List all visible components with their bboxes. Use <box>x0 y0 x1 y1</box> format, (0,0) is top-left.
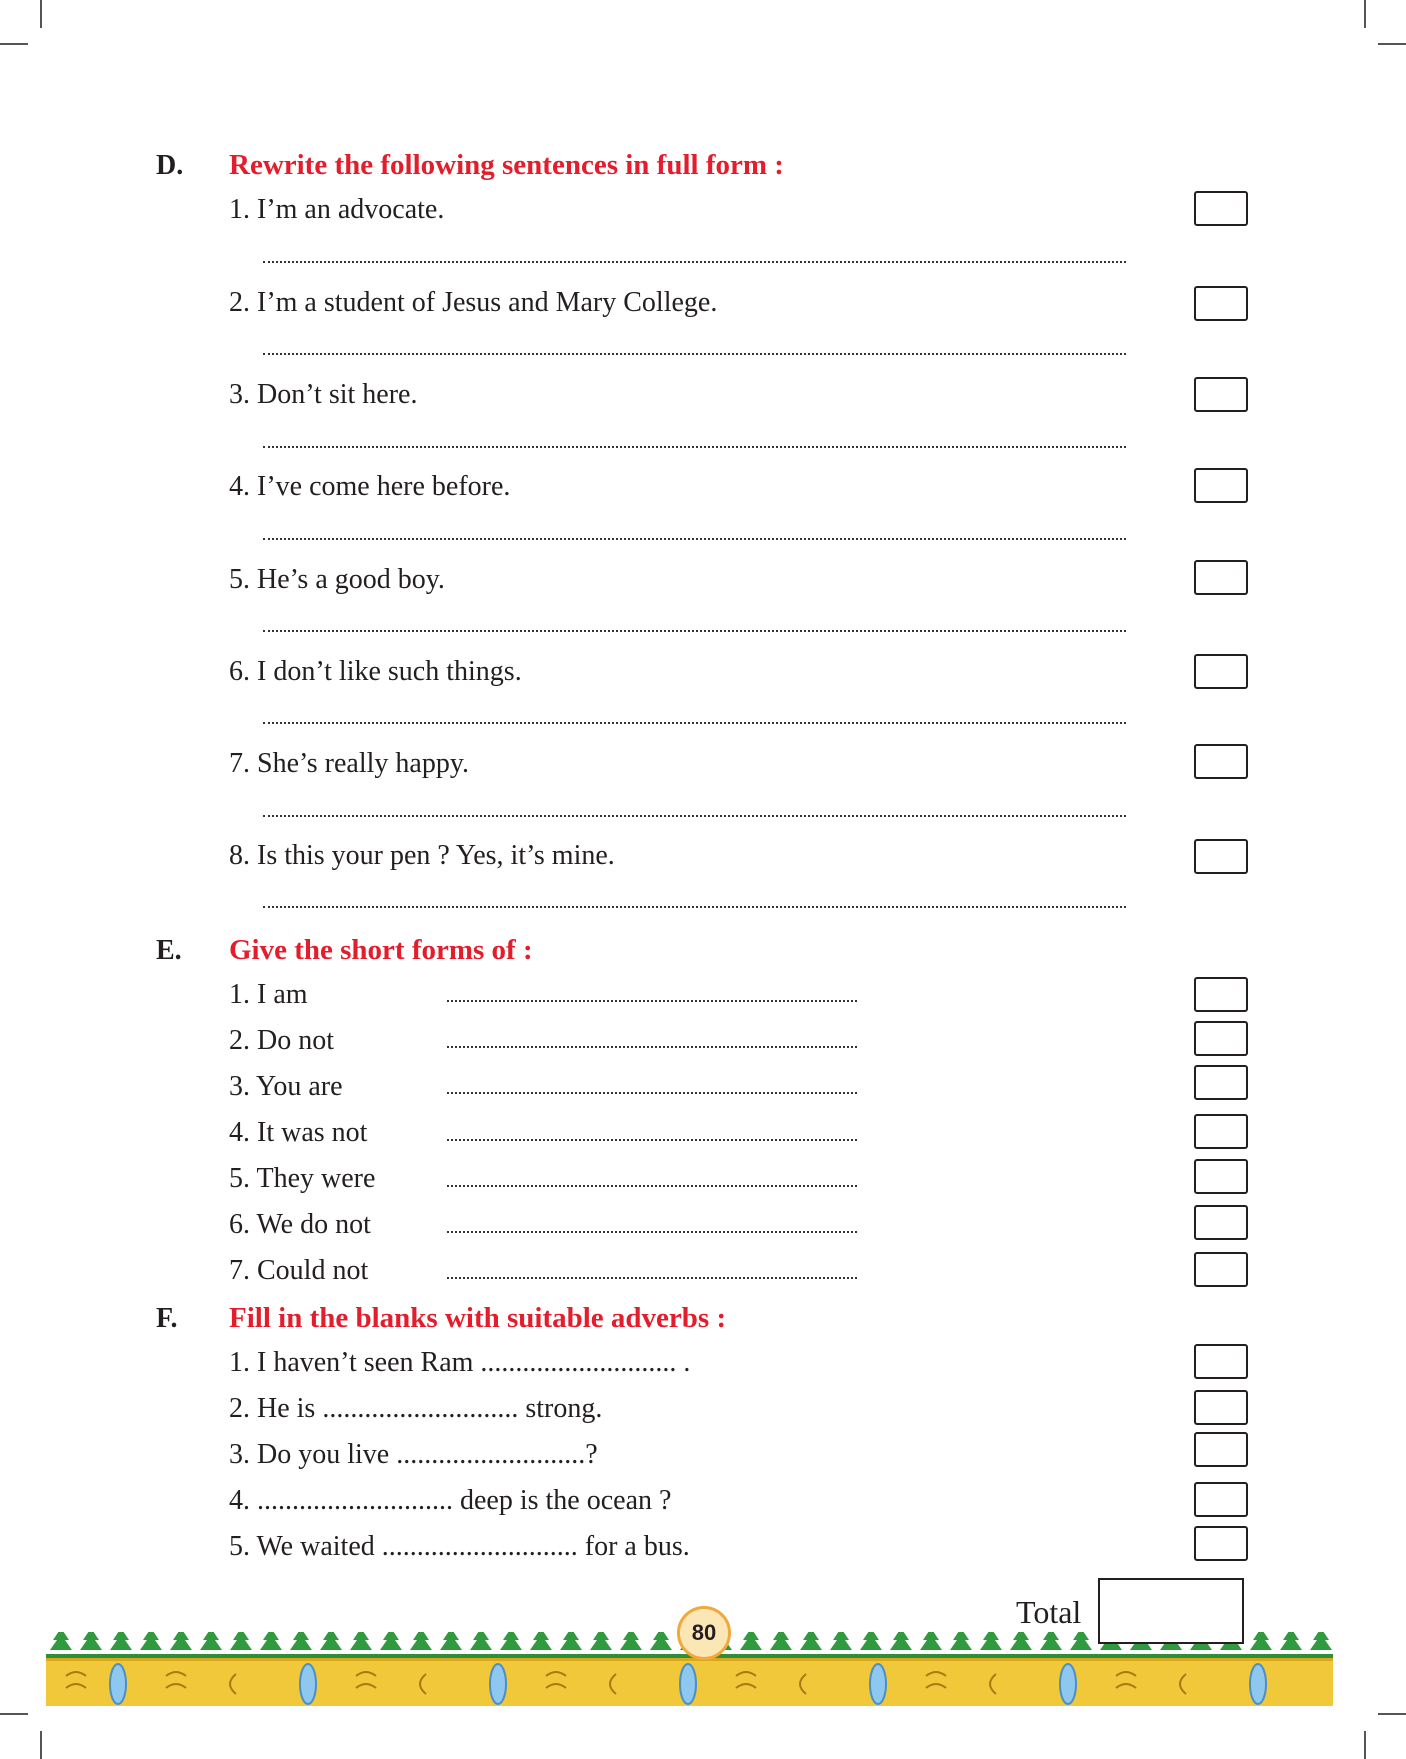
question-d7: 7. She’s really happy. <box>229 748 470 779</box>
answer-line-e7[interactable] <box>447 1277 857 1279</box>
marks-box-e2[interactable] <box>1194 1021 1248 1056</box>
section-f-letter: F. <box>156 1303 178 1334</box>
crop-mark <box>1378 43 1406 45</box>
question-d1: 1. I’m an advocate. <box>229 194 445 225</box>
crop-mark <box>40 1731 42 1759</box>
marks-box-d8[interactable] <box>1194 839 1248 874</box>
question-e4: 4. It was not <box>229 1117 368 1148</box>
marks-box-f4[interactable] <box>1194 1482 1248 1517</box>
answer-line-d7[interactable] <box>263 815 1126 817</box>
marks-box-d1[interactable] <box>1194 191 1248 226</box>
marks-box-f2[interactable] <box>1194 1390 1248 1425</box>
crop-mark <box>40 0 42 28</box>
question-e6: 6. We do not <box>229 1209 371 1240</box>
crop-mark <box>0 1713 28 1715</box>
answer-line-d4[interactable] <box>263 538 1126 540</box>
marks-box-e5[interactable] <box>1194 1159 1248 1194</box>
answer-line-d5[interactable] <box>263 630 1126 632</box>
answer-line-e1[interactable] <box>447 1000 857 1002</box>
marks-box-d5[interactable] <box>1194 560 1248 595</box>
question-f5: 5. We waited ............................ for a bus. <box>229 1531 690 1562</box>
marks-box-d6[interactable] <box>1194 654 1248 689</box>
question-d8: 8. Is this your pen ? Yes, it’s mine. <box>229 840 615 871</box>
question-d5: 5. He’s a good boy. <box>229 564 445 595</box>
question-f4: 4. ............................ deep is the ocean ? <box>229 1485 672 1516</box>
question-d4: 4. I’ve come here before. <box>229 471 511 502</box>
answer-line-d6[interactable] <box>263 722 1126 724</box>
marks-box-d2[interactable] <box>1194 286 1248 321</box>
marks-box-e6[interactable] <box>1194 1205 1248 1240</box>
crop-mark <box>0 43 28 45</box>
answer-line-d1[interactable] <box>263 261 1126 263</box>
question-f2: 2. He is ............................ strong. <box>229 1393 603 1424</box>
answer-line-e2[interactable] <box>447 1046 857 1048</box>
answer-line-e4[interactable] <box>447 1139 857 1141</box>
marks-box-d7[interactable] <box>1194 744 1248 779</box>
question-e2: 2. Do not <box>229 1025 334 1056</box>
answer-line-e5[interactable] <box>447 1185 857 1187</box>
question-f3: 3. Do you live ...........................? <box>229 1439 598 1470</box>
section-f-title: Fill in the blanks with suitable adverbs : <box>229 1302 727 1334</box>
question-f1: 1. I haven’t seen Ram ............................ . <box>229 1347 691 1378</box>
total-box[interactable] <box>1098 1578 1244 1644</box>
crop-mark <box>1364 0 1366 28</box>
section-e-title: Give the short forms of : <box>229 934 533 966</box>
answer-line-e6[interactable] <box>447 1231 857 1233</box>
question-e3: 3. You are <box>229 1071 343 1102</box>
answer-line-d3[interactable] <box>263 446 1126 448</box>
marks-box-e4[interactable] <box>1194 1114 1248 1149</box>
question-e5: 5. They were <box>229 1163 376 1194</box>
marks-box-d3[interactable] <box>1194 377 1248 412</box>
marks-box-e7[interactable] <box>1194 1252 1248 1287</box>
section-d-letter: D. <box>156 150 184 181</box>
marks-box-f3[interactable] <box>1194 1432 1248 1467</box>
crop-mark <box>1364 1731 1366 1759</box>
section-e-letter: E. <box>156 935 182 966</box>
marks-box-e1[interactable] <box>1194 977 1248 1012</box>
question-e1: 1. I am <box>229 979 308 1010</box>
marks-box-f5[interactable] <box>1194 1526 1248 1561</box>
marks-box-d4[interactable] <box>1194 468 1248 503</box>
answer-line-d8[interactable] <box>263 906 1126 908</box>
marks-box-e3[interactable] <box>1194 1065 1248 1100</box>
question-e7: 7. Could not <box>229 1255 369 1286</box>
answer-line-d2[interactable] <box>263 353 1126 355</box>
marks-box-f1[interactable] <box>1194 1344 1248 1379</box>
crop-mark <box>1378 1713 1406 1715</box>
page-number: 80 <box>677 1606 731 1660</box>
answer-line-e3[interactable] <box>447 1092 857 1094</box>
section-d-title: Rewrite the following sentences in full form : <box>229 149 784 181</box>
total-label: Total <box>1016 1594 1082 1630</box>
question-d6: 6. I don’t like such things. <box>229 656 522 687</box>
question-d2: 2. I’m a student of Jesus and Mary College. <box>229 287 718 318</box>
question-d3: 3. Don’t sit here. <box>229 379 418 410</box>
